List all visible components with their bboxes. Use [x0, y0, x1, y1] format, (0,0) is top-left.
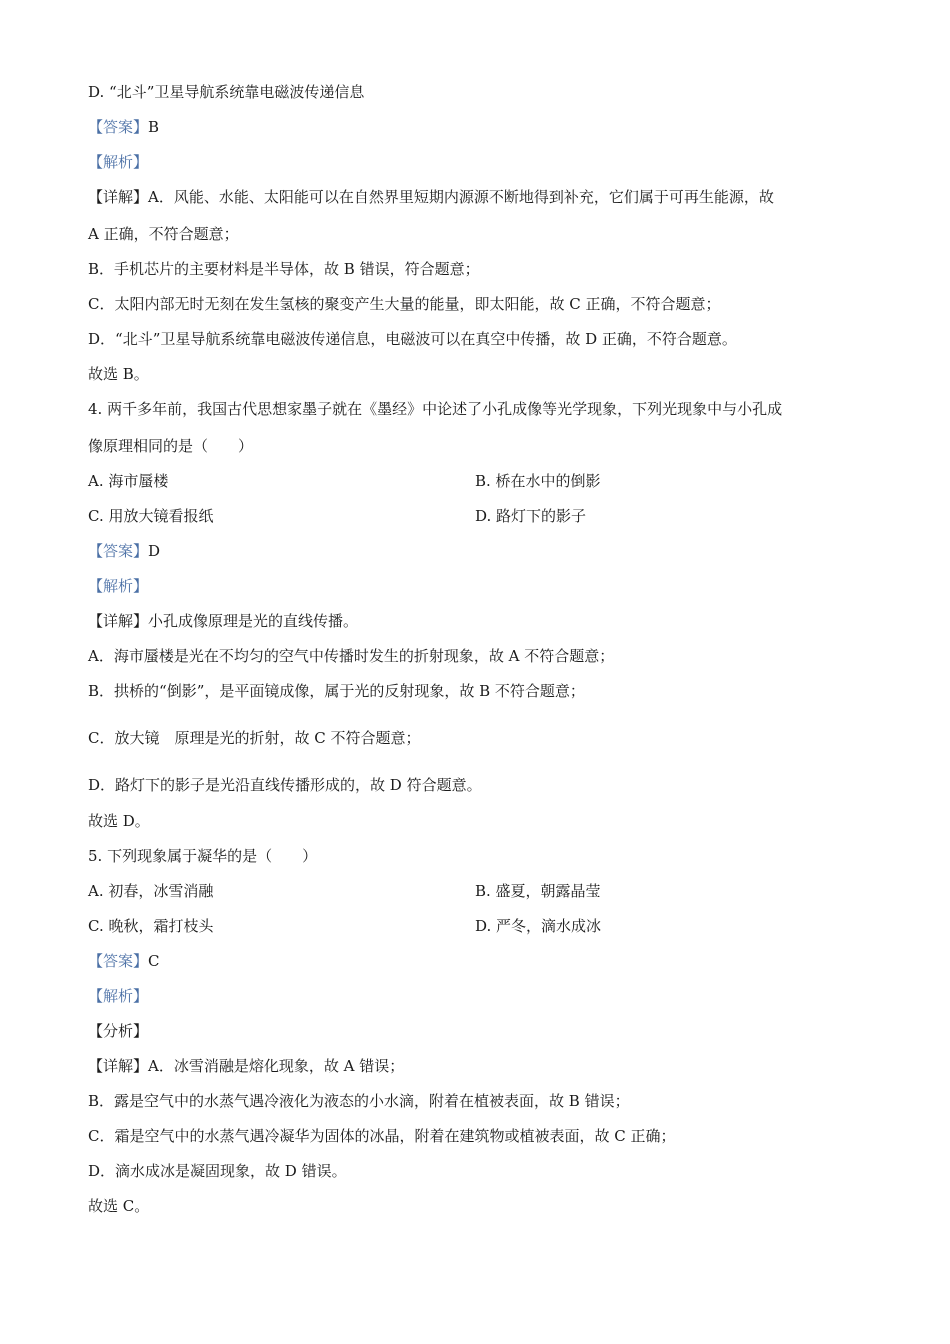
q5-option-d: D. 严冬，滴水成冰: [475, 917, 602, 935]
q3-detail-b: B．手机芯片的主要材料是半导体，故 B 错误，符合题意；: [88, 260, 480, 278]
q5-option-c: C. 晚秋，霜打枝头: [88, 917, 214, 935]
q4-option-b: B. 桥在水中的倒影: [475, 472, 601, 490]
q3-detail-a-1: 【详解】A．风能、水能、太阳能可以在自然界里短期内源源不断地得到补充，它们属于可再生能源，故: [88, 188, 774, 206]
answer-label: 【答案】: [88, 118, 149, 136]
answer-value: D: [148, 542, 161, 560]
q3-detail-d: D．“北斗”卫星导航系统靠电磁波传递信息，电磁波可以在真空中传播，故 D 正确，不符合题意。: [88, 330, 737, 348]
q5-stem: 5. 下列现象属于凝华的是（ ）: [88, 847, 318, 865]
q4-detail-d: D．路灯下的影子是光沿直线传播形成的，故 D 符合题意。: [88, 776, 482, 794]
q4-stem-1: 4. 两千多年前，我国古代思想家墨子就在《墨经》中论述了小孔成像等光学现象，下列光现象中与小孔成: [88, 400, 783, 418]
q4-detail-b: B．拱桥的“倒影”，是平面镜成像，属于光的反射现象，故 B 不符合题意；: [88, 682, 585, 700]
q5-answer: [88, 951, 160, 971]
q3-detail-a-2: A 正确，不符合题意；: [88, 225, 239, 243]
q4-conclusion: 故选 D。: [88, 812, 150, 830]
q3-detail-c: C．太阳内部无时无刻在发生氢核的聚变产生大量的能量，即太阳能，故 C 正确，不符合题意；: [88, 295, 721, 313]
q4-option-d: D. 路灯下的影子: [475, 507, 587, 525]
q3-option-d: D. “北斗”卫星导航系统靠电磁波传递信息: [88, 83, 365, 101]
q4-stem-2: 像原理相同的是（ ）: [88, 437, 254, 455]
q5-analysis-label: 【解析】: [88, 987, 149, 1005]
q5-option-a: A. 初春，冰雪消融: [88, 882, 214, 900]
q5-detail-a: 【详解】A．冰雪消融是熔化现象，故 A 错误；: [88, 1057, 405, 1075]
q4-detail-a: A．海市蜃楼是光在不均匀的空气中传播时发生的折射现象，故 A 不符合题意；: [88, 647, 615, 665]
q5-option-b: B. 盛夏，朝露晶莹: [475, 882, 601, 900]
q4-detail-intro: 【详解】小孔成像原理是光的直线传播。: [88, 612, 359, 630]
q3-answer: [88, 117, 159, 137]
q4-answer: [88, 541, 160, 561]
q5-analysis-sub: 【分析】: [88, 1022, 149, 1040]
q5-detail-d: D．滴水成冰是凝固现象，故 D 错误。: [88, 1162, 347, 1180]
q5-detail-b: B．露是空气中的水蒸气遇冷液化为液态的小水滴，附着在植被表面，故 B 错误；: [88, 1092, 630, 1110]
q4-option-c: C. 用放大镜看报纸: [88, 507, 214, 525]
q5-detail-c: C．霜是空气中的水蒸气遇冷凝华为固体的冰晶，附着在建筑物或植被表面，故 C 正确；: [88, 1127, 676, 1145]
answer-value: B: [148, 118, 160, 136]
q4-detail-c: C．放大镜 原理是光的折射，故 C 不符合题意；: [88, 729, 421, 747]
answer-label: 【答案】: [88, 542, 149, 560]
q4-option-a: A. 海市蜃楼: [88, 472, 169, 490]
q5-conclusion: 故选 C。: [88, 1197, 150, 1215]
answer-label: 【答案】: [88, 952, 149, 970]
q3-analysis-label: 【解析】: [88, 153, 149, 171]
answer-value: C: [148, 952, 160, 970]
q3-conclusion: 故选 B。: [88, 365, 149, 383]
q4-analysis-label: 【解析】: [88, 577, 149, 595]
